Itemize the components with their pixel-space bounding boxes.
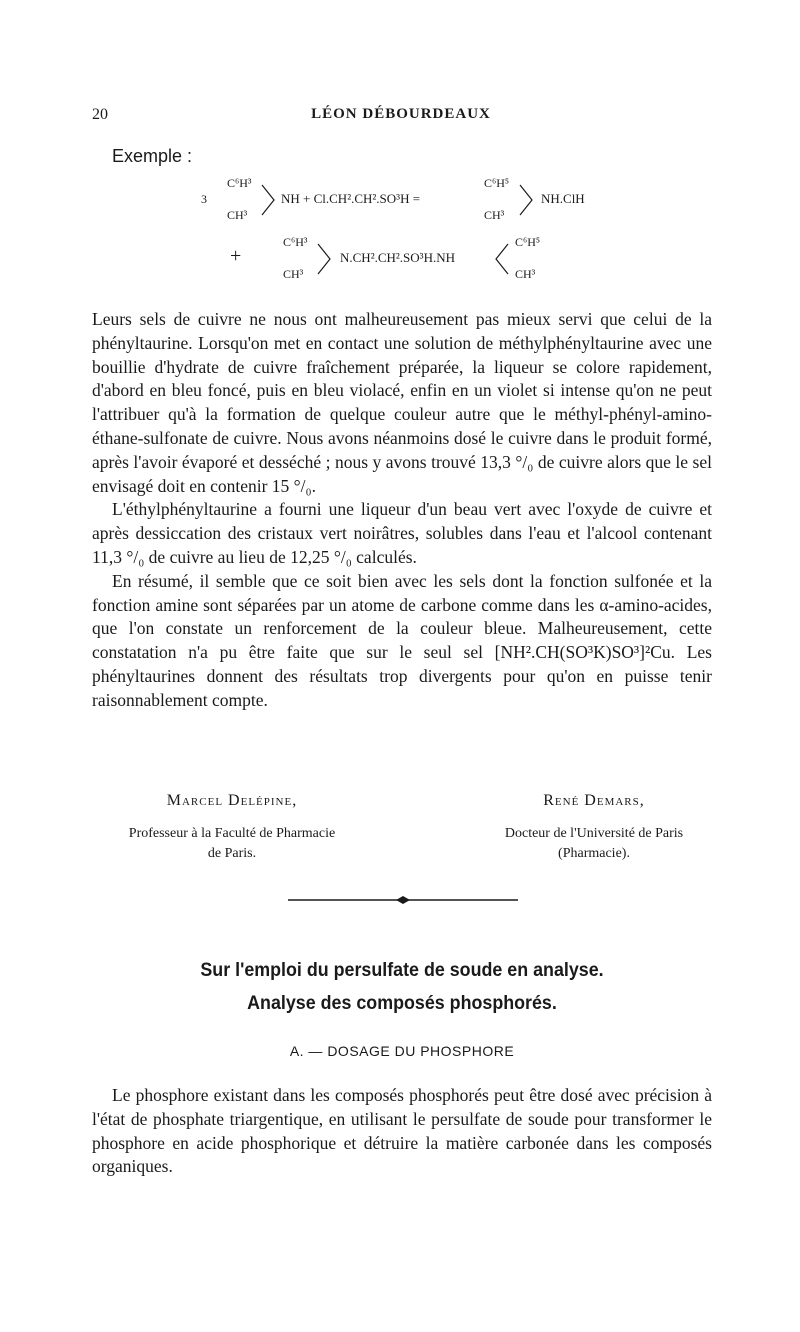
bracket-symbol <box>496 244 510 274</box>
bracket-symbol <box>262 185 276 215</box>
paragraph: Leurs sels de cuivre ne nous ont malheureusement pas mieux servi que celui de la phényltaurine. Lorsqu'on met en contact une solution de méthylphényltaurine avec une bouillie d'hydrate de cuivre fraîchement préparée, la liqueur se colore rapidement, d'abord en bleu foncé, puis en bleu violacé, enfin en un violet si intense qu'on ne peut l'attribuer qu'à la formation de quelque couleur autre que le méthyl-phényl-amino-éthane-sulfonate de cuivre. Nous avons néanmoins dosé le cuivre dans le produit formé, après l'avoir évaporé et desséché ; nous y avons trouvé 13,3 °/₀ de cuivre alors que le sel envisagé doit en contenir 15 °/₀. <box>92 309 712 496</box>
section-title <box>111 954 694 1020</box>
section-divider <box>288 896 518 904</box>
paragraph: L'éthylphényltaurine a fourni une liqueur d'un beau vert avec l'oxyde de cuivre et après dessiccation des cristaux vert noirâtres, solubles dans l'eau et l'alcool contenant 11,3 °/₀ de cuivre au lieu de 12,25 °/₀ calculés. <box>92 499 712 567</box>
signature-demars <box>468 792 720 864</box>
formula-radical: CH³ <box>283 267 304 281</box>
formula-middle: NH + Cl.CH².CH².SO³H = <box>281 191 421 206</box>
formula-middle: N.CH².CH².SO³H.NH <box>340 250 455 265</box>
formula-radical: C⁶H³ <box>227 176 252 190</box>
formula-radical: CH³ <box>515 267 536 281</box>
formula-coefficient: 3 <box>201 192 207 206</box>
formula-radical: CH³ <box>484 208 505 222</box>
bracket-symbol <box>318 244 332 274</box>
formula-plus: + <box>230 245 242 267</box>
author-title-line: de Paris. <box>207 846 257 861</box>
author-name: René Demars, <box>543 792 645 809</box>
section-body <box>92 1084 712 1179</box>
formula-end: NH.ClH <box>541 191 585 206</box>
author-name: Marcel Delépine, <box>166 792 298 809</box>
author-title-line: Docteur de l'Université de Paris <box>504 826 684 841</box>
formula-radical: CH³ <box>227 208 248 222</box>
page-header <box>92 106 710 132</box>
author-title-line: Professeur à la Faculté de Pharmacie <box>128 826 336 841</box>
author-title-line: (Pharmacie). <box>558 846 630 861</box>
formula-radical: C⁶H³ <box>283 235 308 249</box>
signature-delepine <box>92 792 372 864</box>
formula-radical: C⁶H⁵ <box>484 176 510 190</box>
subsection-heading: A. — DOSAGE DU PHOSPHORE <box>289 1043 515 1059</box>
formula-radical: C⁶H⁵ <box>515 235 541 249</box>
bracket-symbol <box>520 185 534 215</box>
author-title <box>468 824 720 864</box>
page-number: 20 <box>92 106 108 123</box>
paragraph: Le phosphore existant dans les composés phosphorés peut être dosé avec précision à l'état de phosphate triargentique, en utilisant le persulfate de soude pour transformer le phosphore en acide phosphorique et détruire la matière carbonée dans les composés organiques. <box>92 1085 712 1177</box>
section-title-line: Analyse des composés phosphorés. <box>247 993 557 1014</box>
section-title-line: Sur l'emploi du persulfate de soude en analyse. <box>200 960 604 981</box>
body-text <box>92 308 712 713</box>
author-title <box>92 824 372 864</box>
running-head: LÉON DÉBOURDEAUX <box>311 106 491 122</box>
paragraph: En résumé, il semble que ce soit bien avec les sels dont la fonction sulfonée et la fonction amine sont séparées par un atome de carbone comme dans les α-amino-acides, que l'on constate un renforcement de la couleur bleue. Malheureusement, cette constatation n'a pu être faite que sur le seul sel [NH².CH(SO³K)SO³]²Cu. Les phényltaurines donnent des résultats trop divergents pour qu'on en puisse tenir raisonnablement compte. <box>92 570 712 710</box>
example-label: Exemple : <box>112 146 193 166</box>
